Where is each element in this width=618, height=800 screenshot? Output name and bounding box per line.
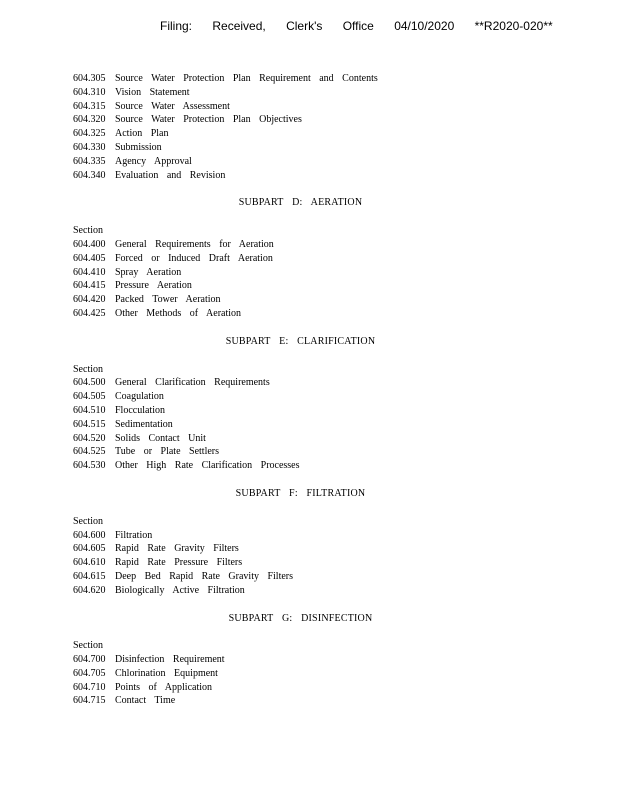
section-row: [73, 279, 573, 293]
section-number: 604.715: [73, 695, 106, 707]
section-row: [73, 293, 573, 307]
filing-label: Filing:: [160, 19, 193, 33]
clerks-label: Clerk's: [286, 19, 323, 33]
section-title: Points of Application: [115, 681, 212, 693]
section-row: [73, 155, 573, 169]
filing-date: 04/10/2020: [394, 19, 455, 33]
section-title: Vision Statement: [115, 86, 190, 98]
section-row: [73, 86, 573, 100]
section-title: Flocculation: [115, 404, 165, 416]
section-number: 604.420: [73, 294, 106, 306]
section-title: Agency Approval: [115, 155, 192, 167]
section-title: Source Water Protection Plan Requirement and Contents: [115, 73, 378, 84]
section-label: Section: [73, 640, 103, 652]
subpart-heading-f: SUBPART F: FILTRATION: [235, 487, 366, 499]
section-label: Section: [73, 225, 103, 237]
section-title: Filtration: [115, 529, 153, 541]
section-number: 604.530: [73, 460, 106, 472]
section-row: [73, 252, 573, 266]
table-of-contents: [73, 72, 573, 708]
section-title: Biologically Active Filtration: [115, 584, 245, 596]
section-row: [73, 570, 573, 584]
section-title: Evaluation and Revision: [115, 169, 226, 181]
section-label: Section: [73, 363, 103, 375]
section-title: Other Methods of Aeration: [115, 307, 242, 319]
section-row: [73, 418, 573, 432]
section-number: 604.315: [73, 100, 106, 112]
section-row: [73, 266, 573, 280]
section-title: Spray Aeration: [115, 266, 182, 278]
section-title: Pressure Aeration: [115, 280, 192, 292]
section-title: Solids Contact Unit: [115, 432, 206, 444]
section-title: General Requirements for Aeration: [115, 238, 274, 250]
section-row: [73, 127, 573, 141]
section-row: [73, 681, 573, 695]
section-row: [73, 72, 573, 86]
section-title: Action Plan: [115, 128, 169, 140]
section-title: Submission: [115, 141, 162, 153]
section-title: Chlorination Equipment: [115, 667, 218, 679]
section-number: 604.705: [73, 667, 106, 679]
section-number: 604.335: [73, 155, 106, 167]
section-number: 604.400: [73, 238, 106, 250]
section-title: Other High Rate Clarification Processes: [115, 460, 300, 472]
section-row: [73, 459, 573, 473]
section-title: Contact Time: [115, 695, 176, 707]
section-row: [73, 404, 573, 418]
section-number: 604.610: [73, 557, 106, 569]
section-row: [73, 542, 573, 556]
section-number: 604.700: [73, 654, 106, 666]
section-title: Forced or Induced Draft Aeration: [115, 252, 273, 264]
section-row: [73, 238, 573, 252]
section-row: [73, 390, 573, 404]
subpart-g-list: [73, 639, 573, 708]
subpart-f-list: [73, 515, 573, 598]
subpart-heading-g: SUBPART G: DISINFECTION: [228, 612, 373, 624]
intro-section-list: [73, 72, 573, 182]
section-number: 604.410: [73, 266, 106, 278]
subpart-heading-e: SUBPART E: CLARIFICATION: [225, 335, 376, 347]
section-number: 604.615: [73, 570, 106, 582]
section-number: 604.525: [73, 446, 106, 458]
section-title: Coagulation: [115, 391, 164, 403]
section-title: Rapid Rate Gravity Filters: [115, 543, 239, 555]
section-row: [73, 141, 573, 155]
section-title: Deep Bed Rapid Rate Gravity Filters: [115, 570, 294, 582]
section-row: [73, 432, 573, 446]
section-number: 604.620: [73, 584, 106, 596]
section-row: [73, 584, 573, 598]
section-title: Disinfection Requirement: [115, 654, 225, 666]
section-number: 604.710: [73, 681, 106, 693]
section-number: 604.325: [73, 128, 106, 140]
section-row: [73, 307, 573, 321]
section-row: [73, 169, 573, 183]
received-label: Received,: [212, 19, 266, 33]
section-row: [73, 694, 573, 708]
section-title: Sedimentation: [115, 418, 173, 430]
section-number: 604.330: [73, 141, 106, 153]
section-title: Source Water Protection Plan Objectives: [115, 114, 302, 126]
section-row: [73, 653, 573, 667]
section-number: 604.340: [73, 169, 106, 181]
section-title: Rapid Rate Pressure Filters: [115, 557, 243, 569]
section-title: Source Water Assessment: [115, 100, 230, 112]
section-label: Section: [73, 515, 103, 527]
section-number: 604.310: [73, 86, 106, 98]
office-label: Office: [342, 19, 374, 33]
section-row: [73, 556, 573, 570]
section-number: 604.405: [73, 252, 106, 264]
section-number: 604.510: [73, 404, 106, 416]
section-number: 604.305: [73, 73, 106, 84]
docket-number: **R2020-020**: [474, 19, 553, 33]
section-title: Tube or Plate Settlers: [115, 446, 220, 458]
section-number: 604.520: [73, 432, 106, 444]
section-number: 604.500: [73, 377, 106, 389]
section-title: General Clarification Requirements: [115, 377, 270, 389]
subpart-heading-d: SUBPART D: AERATION: [238, 197, 363, 209]
section-title: Packed Tower Aeration: [115, 294, 221, 306]
section-row: [73, 445, 573, 459]
section-row: [73, 667, 573, 681]
section-number: 604.415: [73, 280, 106, 292]
section-row: [73, 376, 573, 390]
subpart-d-list: [73, 224, 573, 321]
section-number: 604.320: [73, 114, 106, 126]
section-number: 604.425: [73, 307, 106, 319]
section-number: 604.505: [73, 391, 106, 403]
filing-header: [160, 19, 580, 33]
section-number: 604.515: [73, 418, 106, 430]
subpart-e-list: [73, 363, 573, 473]
section-number: 604.605: [73, 543, 106, 555]
section-row: [73, 113, 573, 127]
section-row: [73, 529, 573, 543]
section-number: 604.600: [73, 529, 106, 541]
section-row: [73, 100, 573, 114]
